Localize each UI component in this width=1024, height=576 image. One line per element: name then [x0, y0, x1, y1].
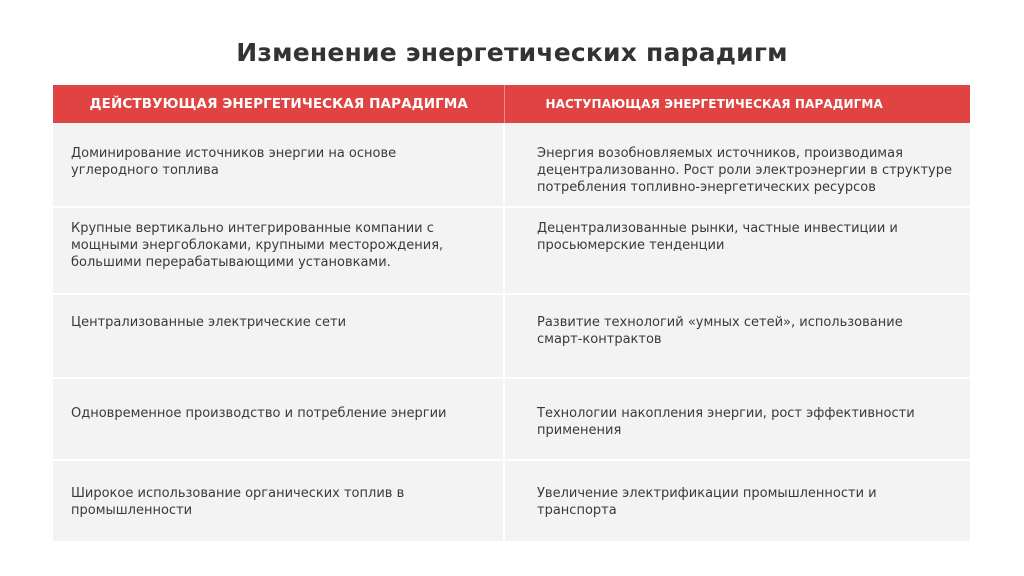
upcoming-paradigm-cell: Развитие технологий «умных сетей», использование смарт-контрактов: [537, 315, 903, 347]
table-row: [53, 295, 970, 379]
table-row: [53, 379, 970, 461]
current-paradigm-cell: Доминирование источников энергии на основе углеродного топлива: [53, 123, 505, 206]
upcoming-paradigm-cell: Технологии накопления энергии, рост эффективности применения: [537, 406, 915, 438]
current-paradigm-cell: Одновременное производство и потребление энергии: [53, 379, 505, 459]
table-header: [53, 85, 970, 123]
header-current-paradigm: ДЕЙСТВУЮЩАЯ ЭНЕРГЕТИЧЕСКАЯ ПАРАДИГМА: [53, 85, 505, 123]
current-paradigm-cell: Крупные вертикально интегрированные компании с мощными энергоблоками, крупными месторождения, большими перерабатывающими установками.: [53, 208, 505, 293]
table-row: [53, 123, 970, 208]
header-upcoming-paradigm: НАСТУПАЮЩАЯ ЭНЕРГЕТИЧЕСКАЯ ПАРАДИГМА: [545, 97, 883, 111]
table-row: [53, 208, 970, 295]
paradigm-comparison-table: [53, 85, 970, 541]
current-paradigm-cell: Широкое использование органических топлив в промышленности: [53, 461, 505, 541]
upcoming-paradigm-cell: Энергия возобновляемых источников, производимая децентрализованно. Рост роли электроэнергии в структуре потребления топливно-энергетических ресурсов: [537, 146, 952, 195]
current-paradigm-cell: Централизованные электрические сети: [53, 295, 505, 377]
table-row: [53, 461, 970, 541]
upcoming-paradigm-cell: Увеличение электрификации промышленности и транспорта: [537, 486, 877, 518]
page-title: Изменение энергетических парадигм: [236, 38, 788, 67]
upcoming-paradigm-cell: Децентрализованные рынки, частные инвестиции и просьюмерские тенденции: [537, 221, 898, 253]
